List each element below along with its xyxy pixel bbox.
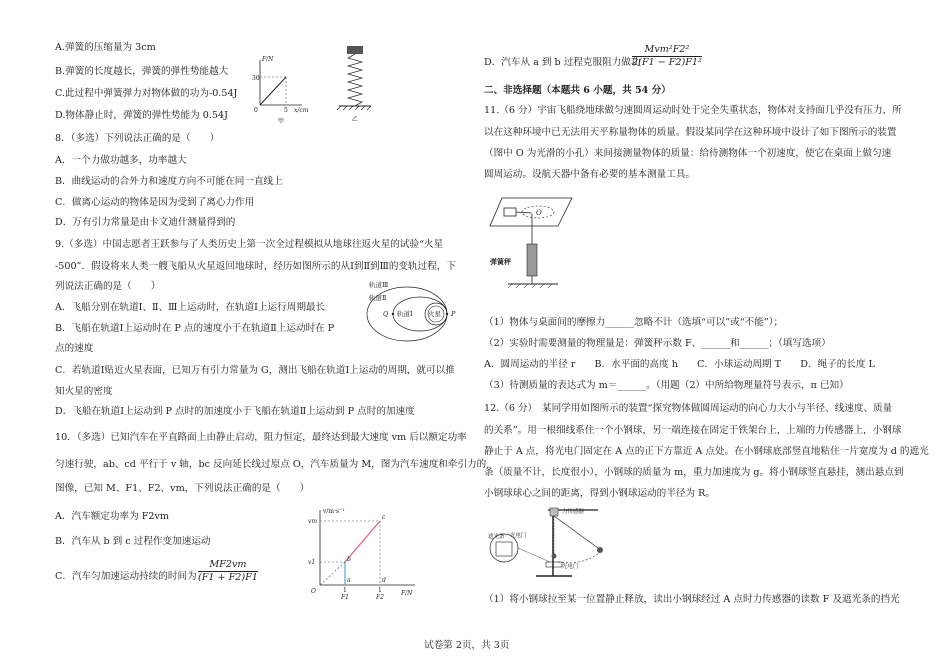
pivot-o: O — [536, 209, 542, 217]
photogate-label-inset: 光电门 — [510, 533, 527, 539]
q12-apparatus-figure — [488, 504, 628, 586]
graph-axis-fn: F/N — [401, 590, 413, 597]
q9-option-a: A．飞船分别在轨道Ⅰ、Ⅱ、Ⅲ上运动时，在轨道Ⅰ上运行周期最长 — [55, 302, 326, 313]
q12-stem-line1: 12.（6 分） 某同学用如图所示的装置“探究物体做圆周运动的向心力大小与半径、线速度、质量 — [484, 403, 893, 414]
q10-option-c: C．汽车匀加速运动持续的时间为 — [55, 571, 197, 582]
q12-stem-line4: 条（质量不计，长度很小），小钢球的质量为 m，重力加速度为 g。将小钢球竖直悬挂，测出悬点到 — [484, 467, 904, 478]
q10-option-a: A．汽车额定功率为 F2vm — [55, 511, 170, 522]
graph-tick-one-2: 1 — [378, 587, 382, 594]
figure-label-jia: 甲 — [278, 118, 285, 125]
photogate-label: 光电门 — [562, 564, 579, 570]
point-q: Q — [383, 310, 389, 318]
q11-stem-line2: 以在这种环境中已无法用天平称量物体的质量。假设某同学在这种环境中设计了如下图所示的装置 — [484, 127, 897, 138]
q10-option-d-fraction — [632, 44, 702, 69]
orbit-label-3: 轨道Ⅲ — [369, 281, 389, 289]
q11-stem-line3: （图中 O 为光滑的小孔）来间接测量物体的质量：给待测物体一个初速度，使它在桌面上做匀速 — [484, 148, 892, 159]
q11-apparatus-figure — [488, 192, 588, 297]
fraction-denominator: (F1 + F2)F1 — [198, 572, 258, 583]
shade-strip-label: 遮光条 — [488, 534, 505, 540]
q9-orbit-diagram — [365, 278, 465, 350]
graph-point-b: b — [347, 556, 351, 563]
graph-tick-5: 5 — [284, 107, 288, 114]
graph-origin-o: O — [311, 588, 316, 595]
q9-option-c-cont: 知火星的密度 — [55, 386, 113, 397]
graph-point-d: d — [382, 577, 386, 584]
q10-option-d: D．汽车从 a 到 b 过程克服阻力做功 — [484, 57, 641, 68]
q7-option-a: A.弹簧的压缩量为 3cm — [55, 42, 156, 53]
graph-origin: 0 — [254, 107, 258, 114]
q9-stem-line3: 列说法正确的是（ ） — [55, 281, 161, 292]
orbit-label-2: 轨道Ⅱ — [369, 294, 387, 302]
q9-option-b-cont: 点的速度 — [55, 343, 94, 354]
graph-tick-one: 1 — [343, 587, 347, 594]
q8-option-a: A．一个力做功越多，功率越大 — [55, 155, 187, 166]
q11-sub1: （1）物体与桌面间的摩擦力______忽略不计（选填“可以”或“不能”）； — [484, 317, 784, 328]
q11-sub2: （2）实验时需要测量的物理量是：弹簧秤示数 F、______和______；（填写选项） — [484, 338, 831, 349]
section-heading: 二、非选择题（本题共 6 小题，共 54 分） — [484, 85, 671, 96]
q8-stem: 8．（多选）下列说法正确的是（ ） — [55, 133, 220, 144]
spring-scale-label: 弹簧秤 — [490, 257, 511, 266]
fraction-denominator: 2(F1 − F2)F1² — [632, 57, 702, 68]
figure-label-yi: 乙 — [352, 116, 359, 123]
q9-stem-line2: -500”．假设将来人类一艘飞船从火星返回地球时，经历如图所示的从Ⅰ到Ⅱ到Ⅲ的变轨过程，下 — [55, 261, 456, 272]
q10-velocity-force-graph — [305, 505, 425, 601]
q10-stem-line2: 匀速行驶，ab、cd 平行于 v 轴，bc 反向延长线过原点 O，汽车质量为 M，图为汽车速度和牵引力的 — [55, 459, 487, 470]
q8-option-c: C．做离心运动的物体是因为受到了离心力作用 — [55, 197, 255, 208]
sensor-label: 力传感器 — [562, 509, 585, 515]
q8-option-b: B．曲线运动的合外力和速度方向不可能在同一直线上 — [55, 176, 283, 187]
q8-option-d: D．万有引力常量是由卡文迪什测量得到的 — [55, 217, 236, 228]
q10-stem-line3: 图像，已知 M、F1、F2、vm，下列说法正确的是（ ） — [55, 483, 310, 494]
fraction-numerator: MF2vm — [198, 559, 258, 572]
orbit-label-1: 轨道Ⅰ — [397, 310, 413, 318]
graph-point-c: c — [382, 514, 386, 521]
graph-axis-fn: F/N — [262, 56, 274, 63]
q11-sub3: （3）待测质量的表达式为 m＝______。（用题（2）中所给物理量符号表示，π 已知） — [484, 380, 849, 391]
graph-tick-f2: F2 — [376, 594, 384, 601]
graph-axis-xcm: x/cm — [294, 107, 309, 114]
graph-axis-v: v/m·s⁻¹ — [323, 508, 345, 515]
q7-spring-yi — [335, 44, 375, 124]
q12-stem-line3: 静止于 A 点，将光电门固定在 A 点的正下方靠近 A 点处。在小钢球底部竖直地粘住一片宽度为 d 的遮光 — [484, 446, 929, 457]
q12-stem-line5: 小钢球球心之间的距离，得到小钢球运动的半径为 R。 — [484, 488, 715, 499]
graph-vm: vm — [308, 518, 318, 525]
q10-option-b: B．汽车从 b 到 c 过程作变加速运动 — [55, 536, 211, 547]
q7-option-d: D.物体静止时，弹簧的弹性势能为 0.54J — [55, 110, 228, 121]
q10-stem-line1: 10．（多选）已知汽车在平直路面上由静止启动，阻力恒定，最终达到最大速度 vm 后以额定功率 — [55, 432, 467, 443]
mars-label: 火星 — [428, 310, 441, 318]
q9-stem-line1: 9.（多选）中国志愿者王跃参与了人类历史上第一次全过程模拟从地球往返火星的试验“火星 — [55, 239, 444, 250]
q11-stem-line4: 圆周运动。设航天器中备有必要的基本测量工具。 — [484, 169, 696, 180]
q11-options: A．圆周运动的半径 r B．水平面的高度 h C．小球运动周期 T D．绳子的长度 L — [484, 359, 875, 370]
q11-stem-line1: 11.（6 分）宇宙飞船绕地球做匀速圆周运动时处于完全失重状态，物体对支持面几乎没有压力，所 — [484, 105, 902, 116]
q12-sub1: （1）将小钢球拉至某一位置静止释放，读出小钢球经过 A 点时力传感器的读数 F 及遮光条的挡光 — [484, 594, 900, 605]
graph-tick-f1: F1 — [341, 594, 349, 601]
q12-stem-line2: 的关系”。用一根细线系住一个小钢球，另一端连接在固定于铁架台上，上端的力传感器上，小钢球 — [484, 425, 902, 436]
q7-option-b: B.弹簧的长度越长，弹簧的弹性势能越大 — [55, 66, 229, 77]
graph-point-a: a — [347, 577, 351, 584]
q9-option-b: B．飞船在轨道Ⅰ上运动时在 P 点的速度小于在轨道Ⅱ上运动时在 P — [55, 323, 335, 334]
page-footer: 试卷第 2页，共 3页 — [424, 640, 510, 651]
q9-option-c: C．若轨道Ⅰ贴近火星表面，已知万有引力常量为 G，测出飞船在轨道Ⅰ上运动的周期，就可以推 — [55, 365, 455, 376]
graph-v1: v1 — [308, 559, 316, 566]
q7-graph-jia — [250, 55, 310, 125]
q7-option-c: C.此过程中弹簧弹力对物体做的功为-0.54J — [55, 88, 238, 99]
fraction-numerator: Mvm²F2² — [632, 44, 702, 57]
q10-option-c-fraction — [198, 559, 258, 584]
graph-tick-30: 30 — [252, 75, 260, 82]
point-p: P — [451, 310, 456, 318]
q9-option-d: D．飞船在轨道Ⅰ上运动到 P 点时的加速度小于飞船在轨道Ⅱ上运动到 P 点时的加速度 — [55, 406, 415, 417]
